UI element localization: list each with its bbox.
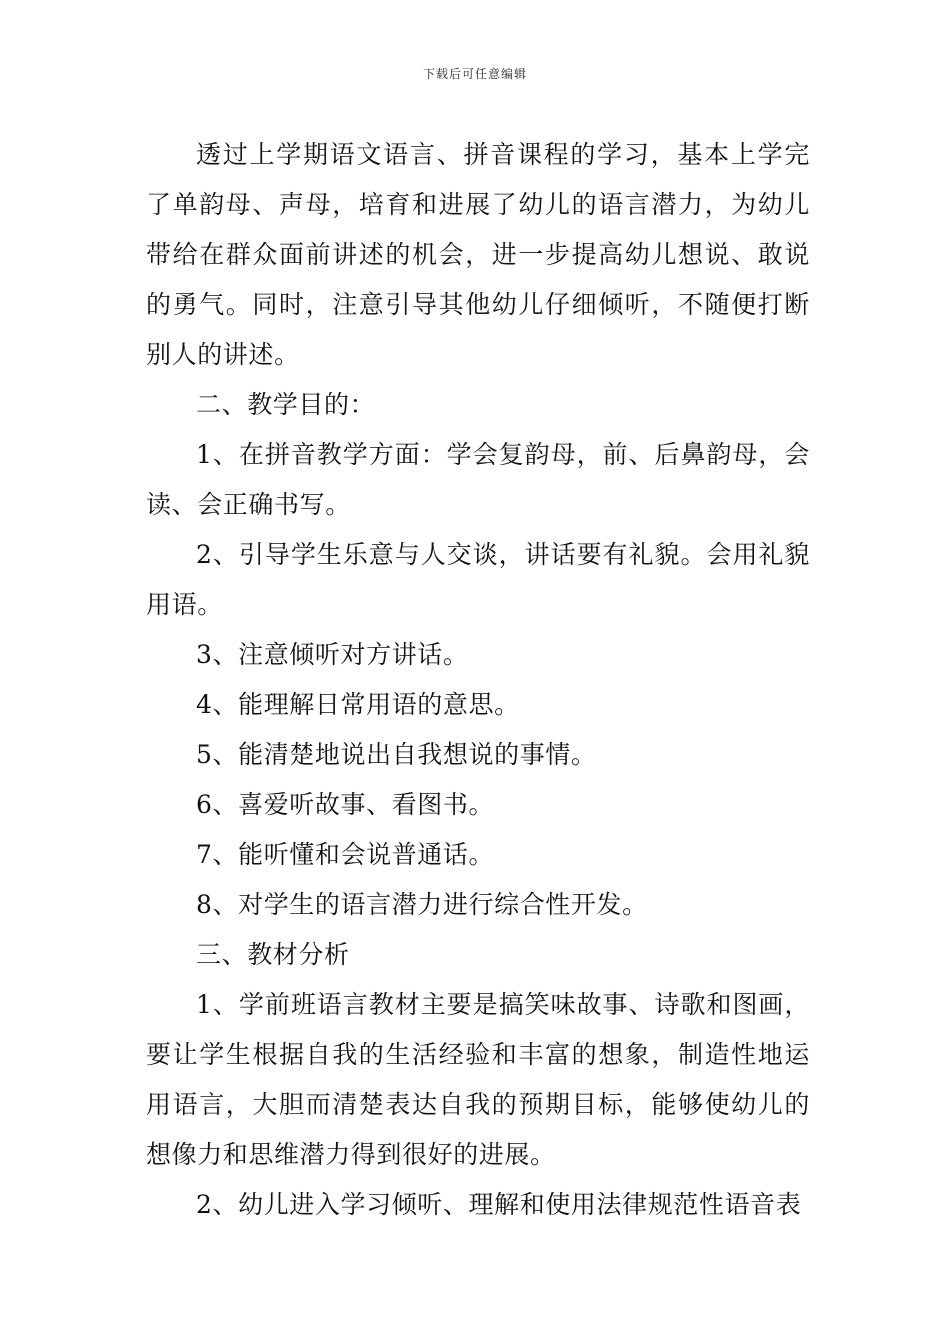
list-item-goal-8: 8、对学生的语言潜力进行综合性开发。 <box>196 890 648 919</box>
list-item-goal-4: 4、能理解日常用语的意思。 <box>196 690 520 719</box>
list-item-goal-3: 3、注意倾听对方讲话。 <box>196 640 469 669</box>
paragraph-intro: 透过上学期语文语言、拼音课程的学习，基本上学完了单韵母、声母，培育和进展了幼儿的语言潜力，为幼儿带给在群众面前讲述的机会，进一步提高幼儿想说、敢说的勇气。同时，注意引导其他幼儿仔细倾听，不随便打断别人的讲述。 <box>146 140 810 369</box>
section-heading-material-analysis: 三、教材分析 <box>196 940 350 969</box>
list-item-goal-6: 6、喜爱听故事、看图书。 <box>196 790 495 819</box>
list-item-goal-7: 7、能听懂和会说普通话。 <box>196 840 495 869</box>
list-item-goal-1: 1、在拼音教学方面：学会复韵母，前、后鼻韵母，会读、会正确书写。 <box>146 440 810 519</box>
section-heading-teaching-goals: 二、教学目的： <box>196 390 376 419</box>
list-item-analysis-2: 2、幼儿进入学习倾听、理解和使用法律规范性语音表 <box>196 1190 802 1219</box>
list-item-analysis-1: 1、学前班语言教材主要是搞笑味故事、诗歌和图画，要让学生根据自我的生活经验和丰富的想象，制造性地运用语言，大胆而清楚表达自我的预期目标，能够使幼儿的想像力和思维潜力得到很好的进展。 <box>146 990 810 1169</box>
list-item-goal-2: 2、引导学生乐意与人交谈，讲话要有礼貌。会用礼貌用语。 <box>146 540 810 619</box>
page-header: 下载后可任意编辑 <box>422 67 527 81</box>
document-body <box>146 130 810 1230</box>
list-item-goal-5: 5、能清楚地说出自我想说的事情。 <box>196 740 597 769</box>
